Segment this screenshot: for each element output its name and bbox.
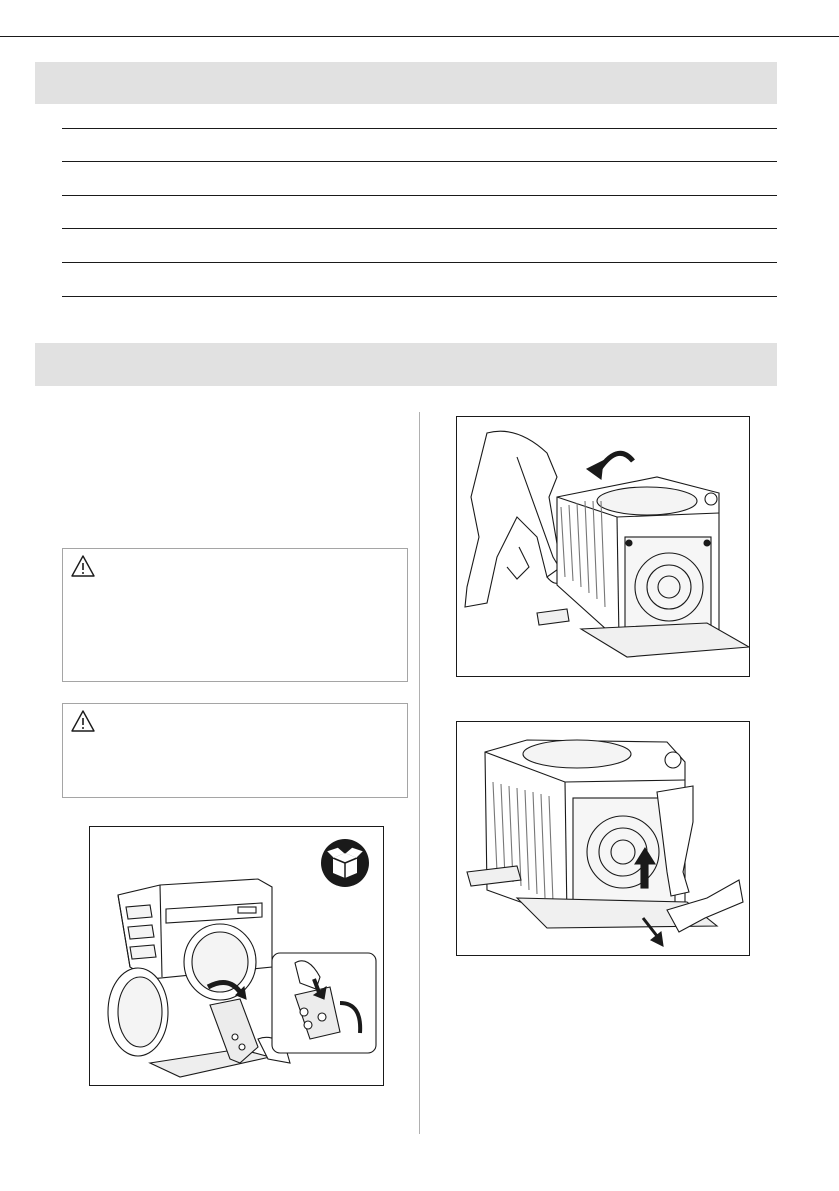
tilt-illustration (457, 417, 749, 676)
section-header-1 (35, 62, 777, 104)
table-rule-5 (62, 262, 777, 263)
table-rule-3 (62, 195, 777, 196)
washer-illustration (90, 827, 383, 1085)
warning-box-2 (62, 703, 408, 798)
remove-packaging-figure (89, 826, 384, 1086)
table-rule-6 (62, 296, 777, 297)
base-removal-illustration (457, 722, 749, 955)
section-header-2 (35, 343, 777, 386)
table-rule-2 (62, 161, 777, 162)
open-box-icon (321, 839, 369, 887)
tilt-appliance-figure (456, 416, 750, 677)
table-rule-4 (62, 228, 777, 229)
warning-box-1 (62, 548, 408, 682)
table-rule-1 (62, 128, 777, 129)
remove-base-figure (456, 721, 750, 956)
warning-triangle-icon (70, 554, 96, 578)
page-top-line (0, 36, 839, 37)
warning-triangle-icon (70, 709, 96, 733)
column-divider (419, 412, 420, 1134)
